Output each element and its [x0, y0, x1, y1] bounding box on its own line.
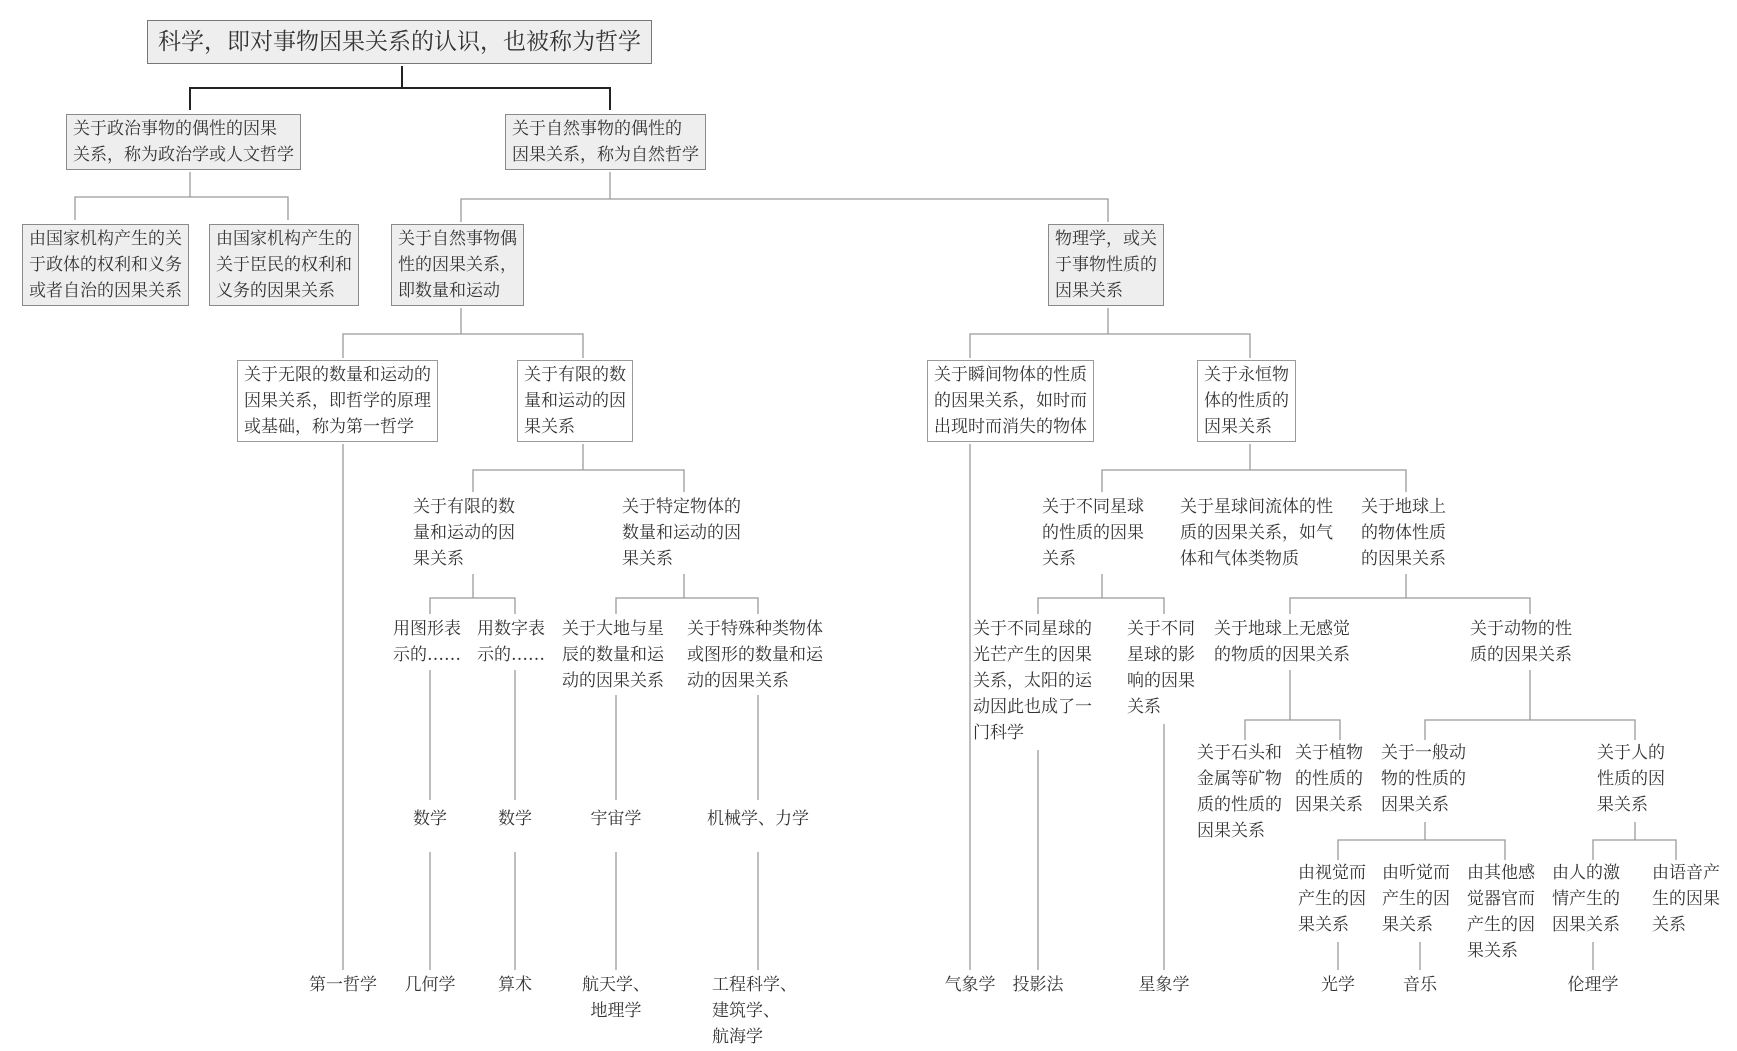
astronomy-geography-label: 航天学、 地理学 — [582, 975, 650, 1021]
geometry-label: 几何学 — [404, 975, 456, 995]
plants-node: 关于植物 的性质的 因果关系 — [1295, 743, 1363, 815]
mathematics-label-1: 数学 — [413, 809, 447, 829]
root-node: 科学，即对事物因果关系的认识，也被称为哲学 — [147, 20, 652, 64]
hearing-node: 由听觉而 产生的因 果关系 — [1382, 863, 1450, 935]
speech-node: 由语音产 生的因果 关系 — [1652, 863, 1720, 935]
star-light-node: 关于不同星球的 光芒产生的因果 关系，太阳的运 动因此也成了一 门科学 — [973, 619, 1092, 743]
star-influence-node: 关于不同 星球的影 响的因果 关系 — [1127, 619, 1195, 717]
earth-stars-node: 关于大地与星 辰的数量和运 动的因果关系 — [562, 619, 664, 691]
optics-label: 光学 — [1321, 975, 1355, 995]
physics-node: 物理学，或关 于事物性质的 因果关系 — [1048, 224, 1164, 306]
first-philosophy-label: 第一哲学 — [309, 975, 377, 995]
by-number-node: 用数字表 示的…… — [477, 619, 545, 665]
quantity-motion-node: 关于自然事物偶 性的因果关系， 即数量和运动 — [391, 224, 524, 306]
music-label: 音乐 — [1403, 975, 1437, 995]
mathematics-label-2: 数学 — [498, 809, 532, 829]
finite-general-node: 关于有限的数 量和运动的因 果关系 — [413, 497, 515, 569]
sciography-label: 投影法 — [1012, 975, 1064, 995]
astrology-label: 星象学 — [1138, 975, 1190, 995]
meteorology-label: 气象学 — [944, 975, 996, 995]
other-senses-node: 由其他感 觉器官而 产生的因 果关系 — [1467, 863, 1535, 961]
stars-node: 关于不同星球 的性质的因果 关系 — [1042, 497, 1144, 569]
special-bodies-node: 关于特殊种类物体 或图形的数量和运 动的因果关系 — [687, 619, 823, 691]
finite-bodies-node: 关于特定物体的 数量和运动的因 果关系 — [622, 497, 741, 569]
polity-rights-node: 由国家机构产生的关 于政体的权利和义务 或者自治的因果关系 — [22, 224, 189, 306]
by-figure-node: 用图形表 示的…… — [393, 619, 461, 665]
minerals-node: 关于石头和 金属等矿物 质的性质的 因果关系 — [1197, 743, 1282, 841]
vision-node: 由视觉而 产生的因 果关系 — [1298, 863, 1366, 935]
animals-node: 关于动物的性 质的因果关系 — [1470, 619, 1572, 665]
mechanics-label: 机械学、力学 — [707, 809, 809, 829]
permanent-bodies-node: 关于永恒物 体的性质的 因果关系 — [1197, 360, 1296, 442]
terrestrial-node: 关于地球上 的物体性质 的因果关系 — [1361, 497, 1446, 569]
transient-bodies-node: 关于瞬间物体的性质 的因果关系，如时而 出现时而消失的物体 — [927, 360, 1094, 442]
natural-philosophy-node: 关于自然事物的偶性的 因果关系，称为自然哲学 — [505, 114, 706, 170]
ether-node: 关于星球间流体的性 质的因果关系，如气 体和气体类物质 — [1180, 497, 1333, 569]
finite-quantity-node: 关于有限的数 量和运动的因 果关系 — [517, 360, 633, 442]
cosmography-label: 宇宙学 — [590, 809, 642, 829]
animals-general-node: 关于一般动 物的性质的 因果关系 — [1381, 743, 1466, 815]
passions-node: 由人的激 情产生的 因果关系 — [1552, 863, 1620, 935]
ethics-label: 伦理学 — [1567, 975, 1619, 995]
humans-node: 关于人的 性质的因 果关系 — [1597, 743, 1665, 815]
engineering-label: 工程科学、 建筑学、 航海学 — [712, 975, 797, 1047]
subject-rights-node: 由国家机构产生的 关于臣民的权利和 义务的因果关系 — [209, 224, 359, 306]
insensible-matter-node: 关于地球上无感觉 的物质的因果关系 — [1214, 619, 1350, 665]
arithmetic-label: 算术 — [498, 975, 532, 995]
infinite-quantity-node: 关于无限的数量和运动的 因果关系，即哲学的原理 或基础，称为第一哲学 — [237, 360, 438, 442]
political-philosophy-node: 关于政治事物的偶性的因果 关系，称为政治学或人文哲学 — [66, 114, 301, 170]
